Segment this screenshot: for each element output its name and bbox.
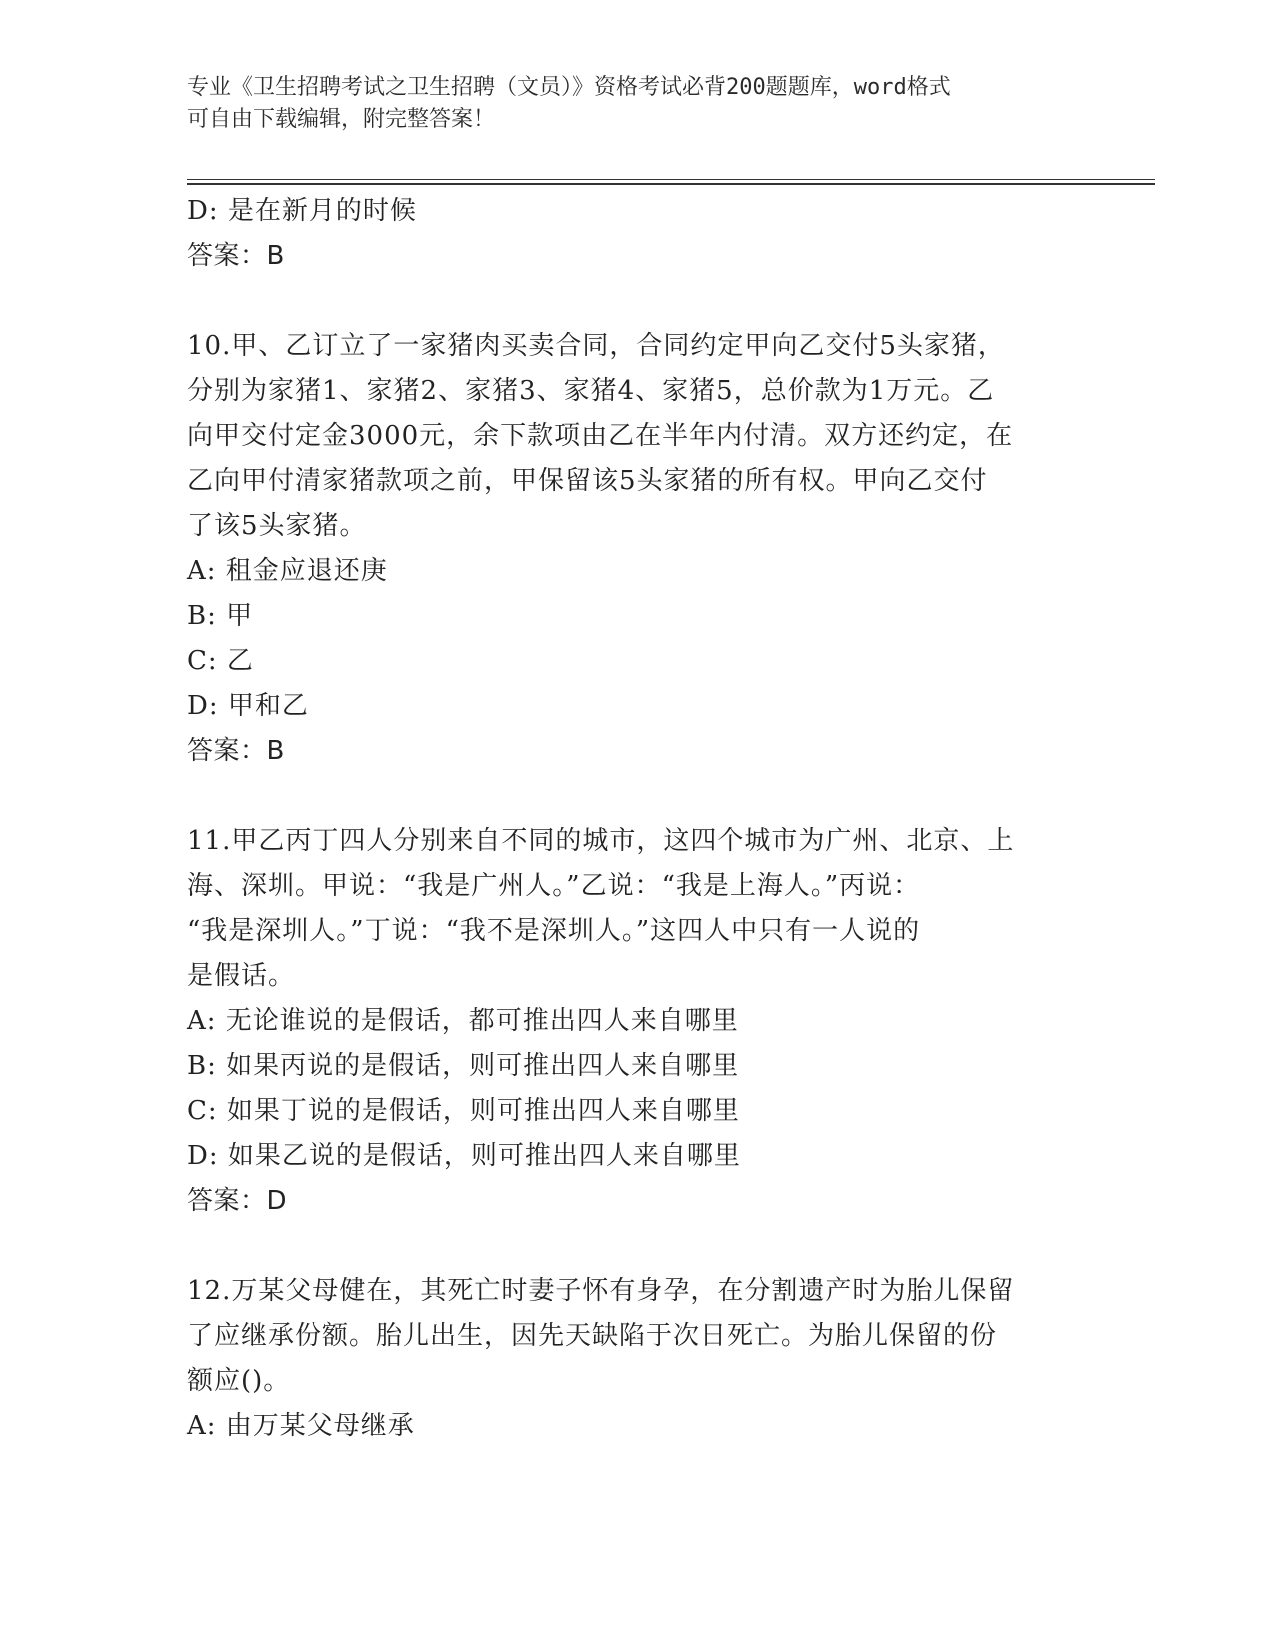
question-text-line: 12.万某父母健在，其死亡时妻子怀有身孕，在分割遗产时为胎儿保留 [187, 1276, 1015, 1306]
question-text-line: 海、深圳。甲说：“我是广州人。”乙说：“我是上海人。”丙说： [187, 871, 921, 901]
header-divider-thick [187, 183, 1155, 185]
question-11 [187, 819, 1067, 1224]
spacer [187, 774, 1067, 819]
header-divider-thin [187, 179, 1155, 180]
spacer [187, 1224, 1067, 1269]
question-text-line: 10.甲、乙订立了一家猪肉买卖合同，合同约定甲向乙交付5头家猪， [187, 331, 1005, 361]
question-12 [187, 1269, 1067, 1449]
page-header [187, 72, 1087, 136]
answer-line: 答案：B [187, 736, 285, 766]
option-c: C: 乙 [187, 646, 254, 676]
question-text-line: 了应继承份额。胎儿出生，因先天缺陷于次日死亡。为胎儿保留的份 [187, 1321, 998, 1351]
question-text-line: 分别为家猪1、家猪2、家猪3、家猪4、家猪5，总价款为1万元。乙 [187, 376, 995, 406]
option-b: B: 甲 [187, 601, 254, 631]
question-text-line: 了该5头家猪。 [187, 511, 367, 541]
document-body [187, 189, 1067, 1449]
header-title-line-1: 专业《卫生招聘考试之卫生招聘（文员）》资格考试必背200题题库，word格式 [187, 75, 951, 100]
option-c: C: 如果丁说的是假话，则可推出四人来自哪里 [187, 1096, 740, 1126]
answer-line: 答案：B [187, 241, 285, 271]
question-text-line: 乙向甲付清家猪款项之前，甲保留该5头家猪的所有权。甲向乙交付 [187, 466, 988, 496]
question-text-line: 额应()。 [187, 1366, 291, 1396]
header-title-line-2: 可自由下载编辑，附完整答案！ [187, 107, 496, 132]
question-text-line: 是假话。 [187, 961, 296, 991]
previous-question-tail [187, 189, 1067, 279]
answer-line: 答案：D [187, 1186, 288, 1216]
option-d: D: 是在新月的时候 [187, 196, 417, 226]
option-d: D: 如果乙说的是假话，则可推出四人来自哪里 [187, 1141, 741, 1171]
option-a: A: 由万某父母继承 [187, 1411, 415, 1441]
option-a: A: 无论谁说的是假话，都可推出四人来自哪里 [187, 1006, 739, 1036]
spacer [187, 279, 1067, 324]
option-d: D: 甲和乙 [187, 691, 309, 721]
question-text-line: 向甲交付定金3000元，余下款项由乙在半年内付清。双方还约定，在 [187, 421, 1014, 451]
question-text-line: “我是深圳人。”丁说：“我不是深圳人。”这四人中只有一人说的 [187, 916, 921, 946]
question-10 [187, 324, 1067, 774]
option-b: B: 如果丙说的是假话，则可推出四人来自哪里 [187, 1051, 740, 1081]
question-text-line: 11.甲乙丙丁四人分别来自不同的城市，这四个城市为广州、北京、上 [187, 826, 1015, 856]
option-a: A: 租金应退还庚 [187, 556, 388, 586]
